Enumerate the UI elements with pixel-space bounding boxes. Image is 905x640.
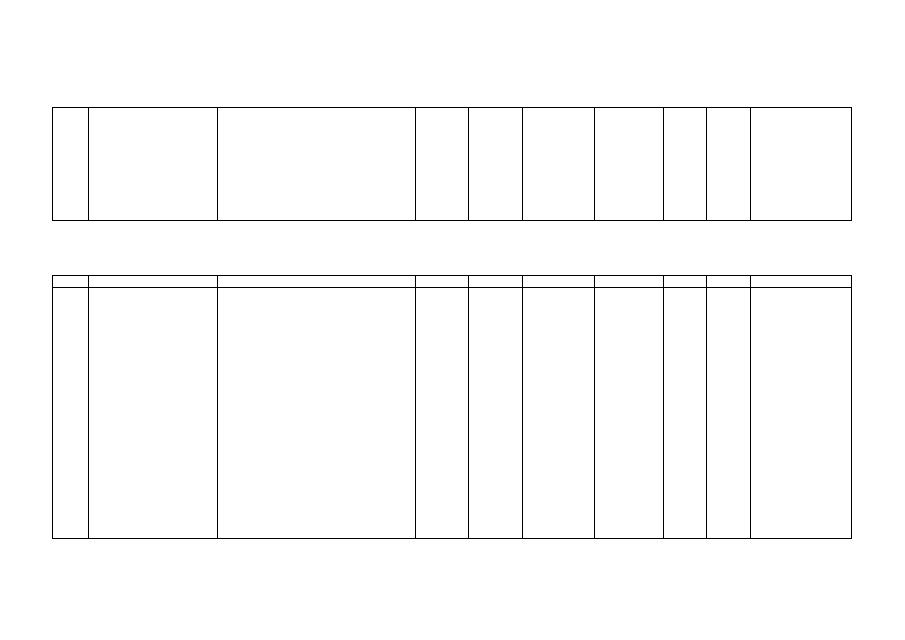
- table-item-1-21: [52, 275, 852, 539]
- table-item-1-18: [52, 107, 852, 221]
